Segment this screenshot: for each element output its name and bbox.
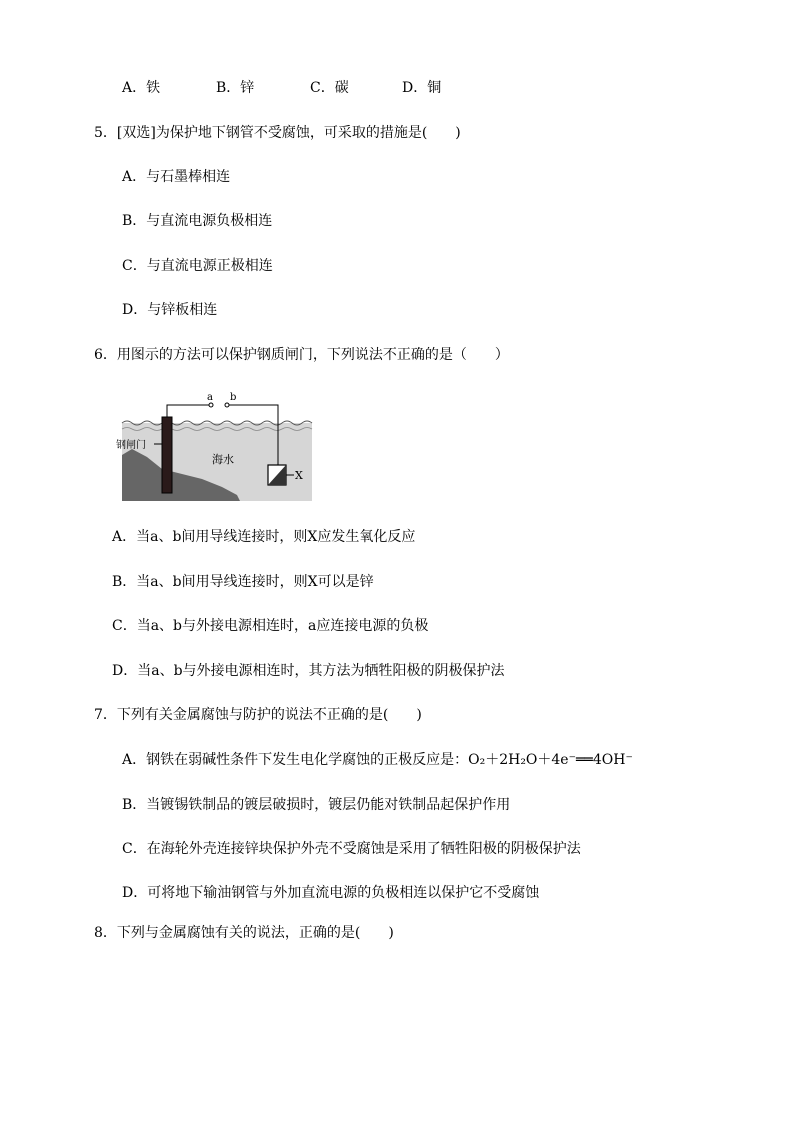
terminal-a [209,403,213,407]
q7-option-b: B．当镀锡铁制品的镀层破损时，镀层仍能对铁制品起保护作用 [122,797,511,813]
wire-gate-to-a [167,405,209,417]
terminal-b [225,403,229,407]
q6-stem: 6．用图示的方法可以保护钢质闸门，下列说法不正确的是（ ） [94,347,509,363]
q5-stem: 5．[双选]为保护地下钢管不受腐蚀，可采取的措施是( ) [94,125,461,141]
q4-option-b: B．锌 [216,80,255,96]
label-sea: 海水 [212,453,234,466]
q6-option-c: C．当a、b与外接电源相连时，a应连接电源的负极 [112,618,429,634]
label-x: X [295,469,303,482]
q5-option-a: A．与石墨棒相连 [122,169,231,185]
label-a: a [207,392,213,403]
q6-option-b: B．当a、b间用导线连接时，则X可以是锌 [112,574,374,590]
q4-option-d: D．铜 [402,80,442,96]
q5-option-d: D．与锌板相连 [122,302,218,318]
q4-option-a: A．铁 [122,80,161,96]
q5-option-c: C．与直流电源正极相连 [122,258,273,274]
q7-option-d: D．可将地下输油钢管与外加直流电源的负极相连以保护它不受腐蚀 [122,885,540,901]
label-b: b [230,392,237,403]
q6-option-d: D．当a、b与外接电源相连时，其方法为牺牲阳极的阴极保护法 [112,663,505,679]
q5-option-b: B．与直流电源负极相连 [122,213,273,229]
q4-option-c: C．碳 [310,80,349,96]
q8-stem: 8．下列与金属腐蚀有关的说法，正确的是( ) [94,925,394,941]
q7-stem: 7．下列有关金属腐蚀与防护的说法不正确的是( ) [94,707,422,723]
steel-gate [162,417,172,493]
steel-gate-diagram [116,389,312,501]
q7-option-a: A．钢铁在弱碱性条件下发生电化学腐蚀的正极反应是：O₂＋2H₂O＋4e⁻══4OH⁻ [122,752,633,768]
q7-option-c: C．在海轮外壳连接锌块保护外壳不受腐蚀是采用了牺牲阳极的阴极保护法 [122,841,581,857]
steel-gate-diagram-svg [116,389,312,501]
q6-option-a: A．当a、b间用导线连接时，则X应发生氧化反应 [112,529,416,545]
label-gate: 钢闸门 [116,440,146,451]
